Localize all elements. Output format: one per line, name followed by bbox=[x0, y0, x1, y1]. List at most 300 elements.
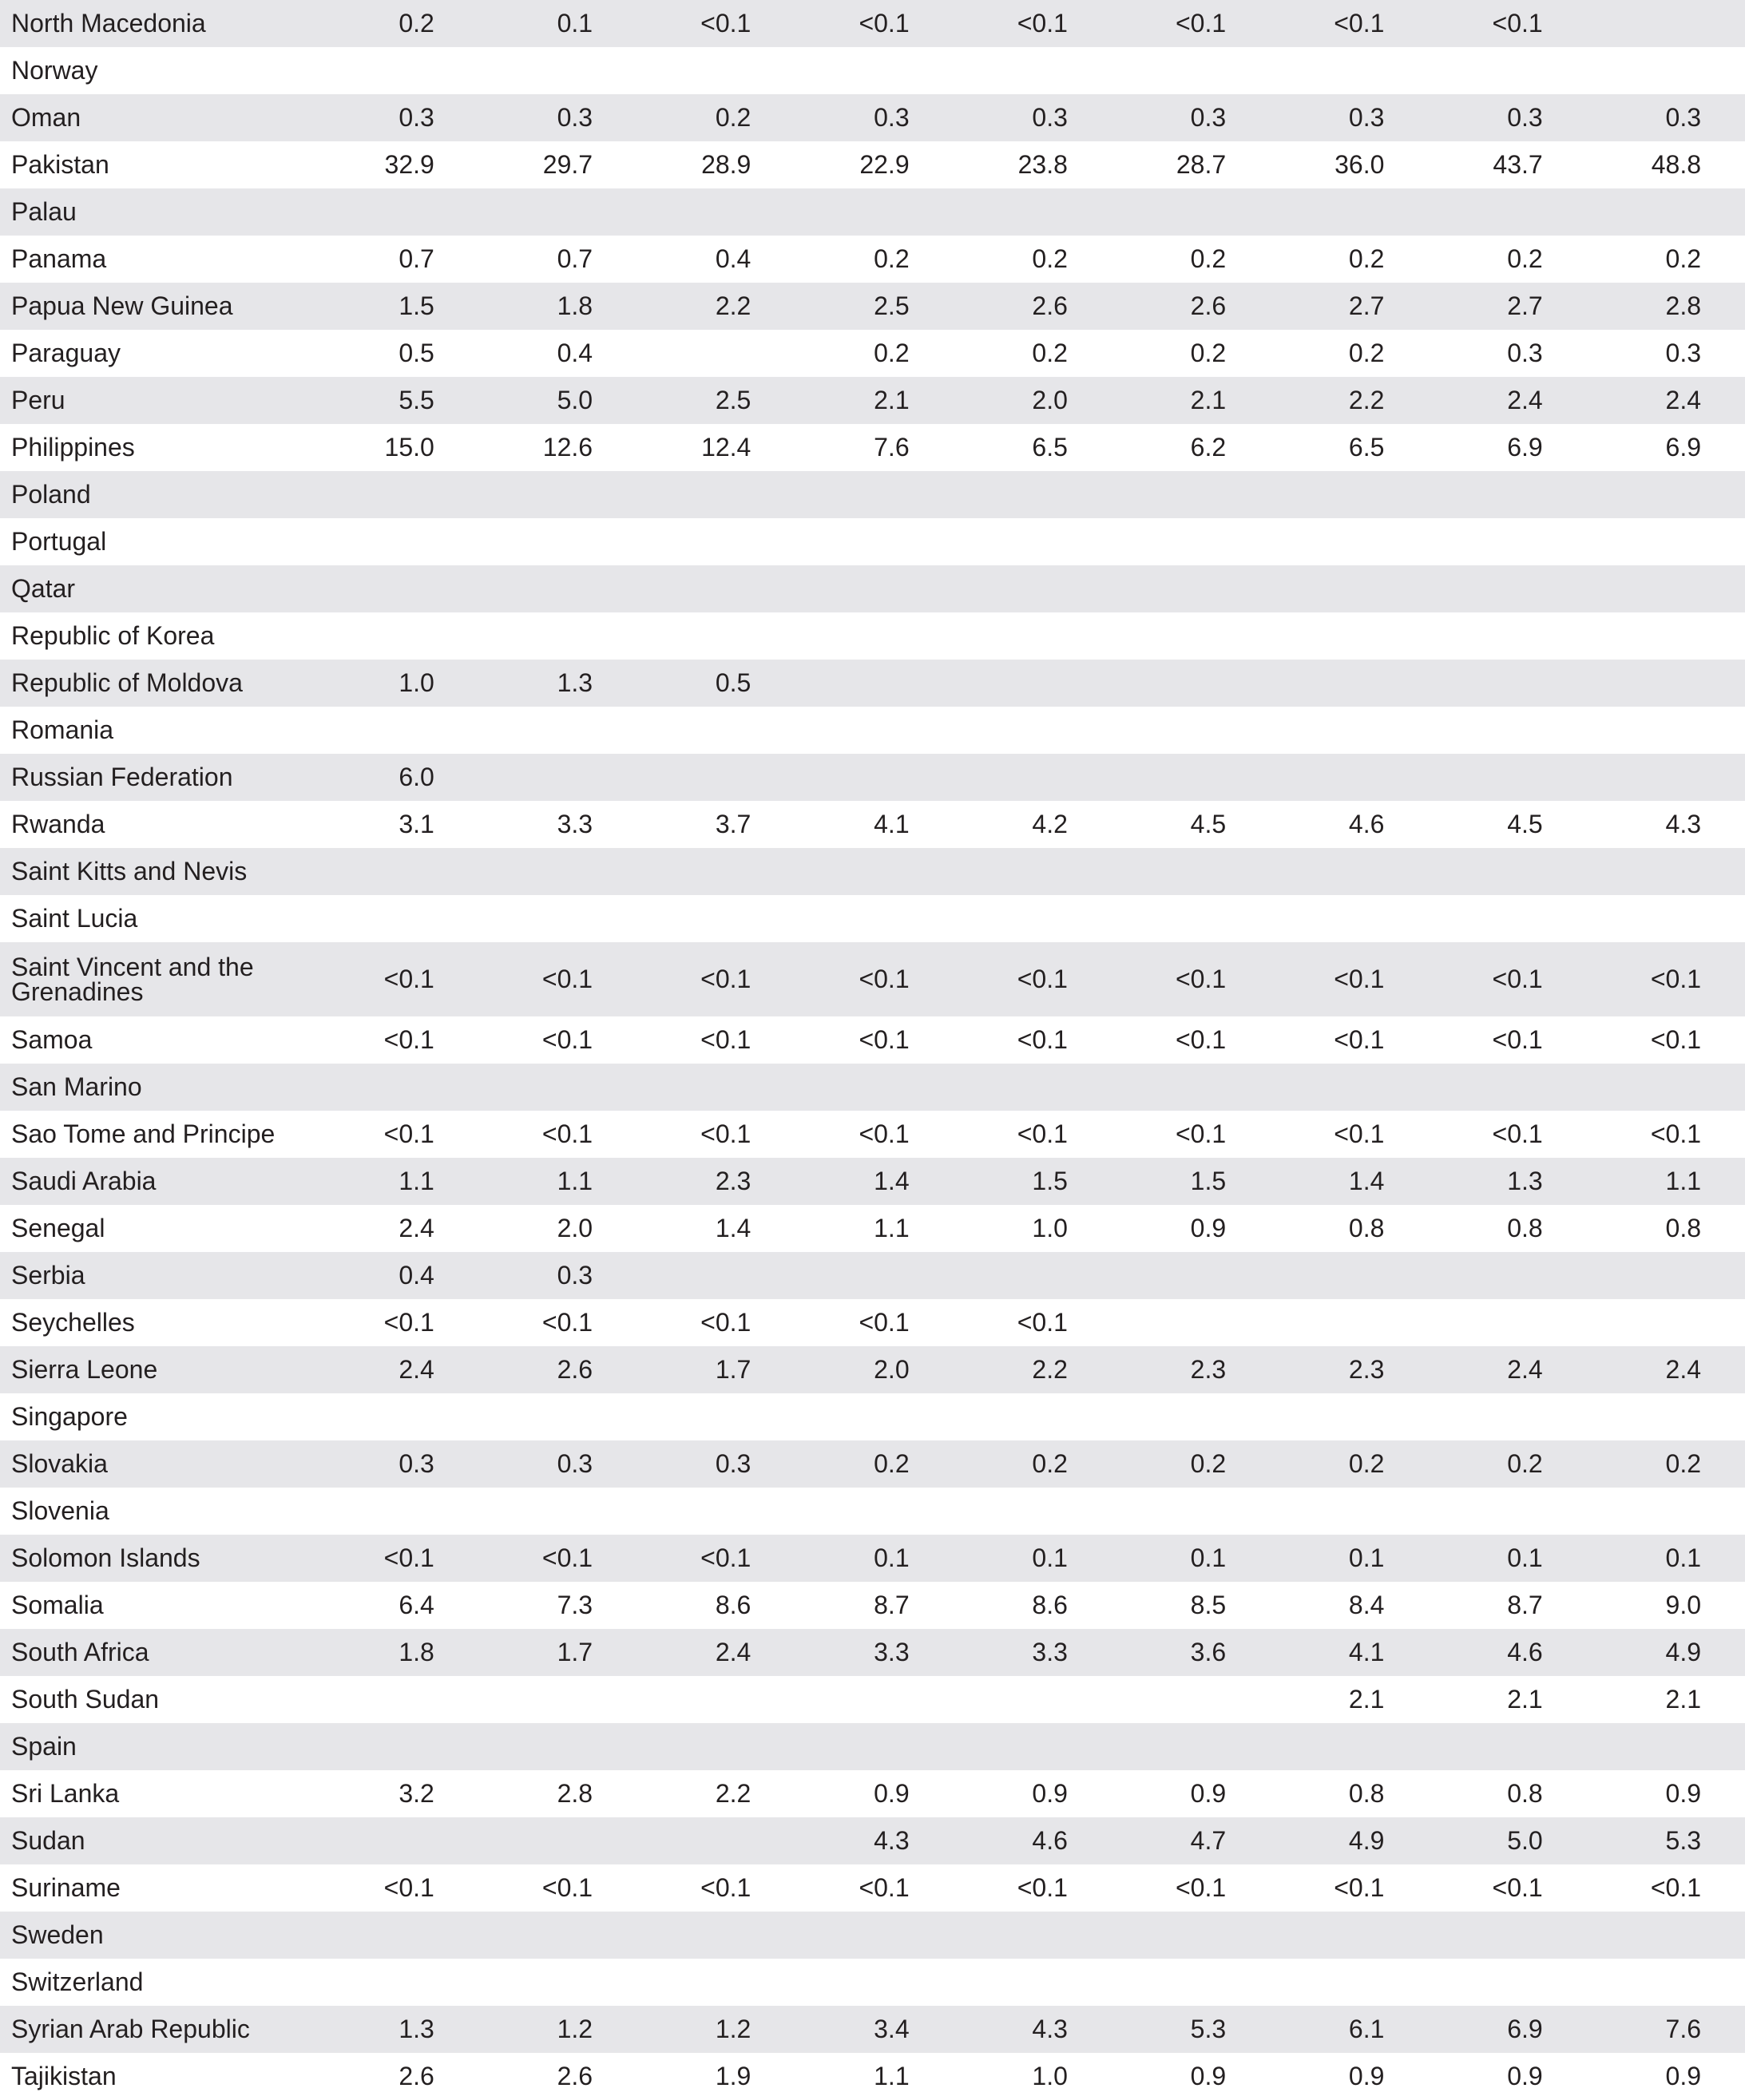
value-cell: 2.0 bbox=[1032, 386, 1068, 414]
table-row bbox=[0, 1629, 1745, 1676]
table-row bbox=[0, 1158, 1745, 1205]
value-cell: 4.9 bbox=[1665, 1638, 1701, 1666]
value-cell: 2.4 bbox=[1507, 386, 1543, 414]
value-cell: <0.1 bbox=[859, 965, 910, 993]
value-cell: 4.3 bbox=[1665, 810, 1701, 838]
value-cell: 1.3 bbox=[1507, 1167, 1543, 1195]
value-cell bbox=[1428, 188, 1586, 236]
value-cell: <0.1 bbox=[1650, 1119, 1701, 1148]
table-row bbox=[0, 848, 1745, 895]
value-cell: 6.0 bbox=[399, 763, 434, 791]
table-row bbox=[0, 801, 1745, 848]
value-cell: <0.1 bbox=[383, 965, 434, 993]
value-cell bbox=[795, 1912, 953, 1959]
value-cell: <0.1 bbox=[1175, 1873, 1227, 1902]
value-cell bbox=[1270, 1064, 1428, 1111]
country-name-cell: Switzerland bbox=[11, 1967, 144, 1996]
value-cell: 3.6 bbox=[1190, 1638, 1227, 1666]
value-cell: 0.2 bbox=[1348, 339, 1385, 367]
table-row bbox=[0, 0, 1745, 47]
value-cell: <0.1 bbox=[700, 1025, 752, 1054]
value-cell bbox=[1270, 895, 1428, 942]
value-cell: <0.1 bbox=[859, 9, 910, 38]
value-cell: 1.1 bbox=[557, 1167, 593, 1195]
value-cell: 1.8 bbox=[557, 291, 593, 320]
value-cell bbox=[1112, 1723, 1270, 1770]
value-cell bbox=[637, 895, 795, 942]
value-cell bbox=[320, 1912, 478, 1959]
country-name-cell: Saint Lucia bbox=[11, 904, 138, 933]
value-cell: 28.9 bbox=[701, 150, 752, 179]
value-cell bbox=[954, 660, 1112, 707]
value-cell: 4.6 bbox=[1348, 810, 1385, 838]
table-row bbox=[0, 188, 1745, 236]
value-cell: 0.1 bbox=[1190, 1543, 1227, 1572]
value-cell: 6.9 bbox=[1665, 433, 1701, 462]
table-row bbox=[0, 1817, 1745, 1864]
country-name-cell: Seychelles bbox=[11, 1308, 135, 1337]
value-cell: <0.1 bbox=[1175, 1025, 1227, 1054]
value-cell bbox=[954, 47, 1112, 94]
value-cell: 3.3 bbox=[1032, 1638, 1068, 1666]
value-cell: 2.2 bbox=[1348, 386, 1385, 414]
value-cell: 5.3 bbox=[1190, 2015, 1227, 2043]
value-cell bbox=[1428, 1488, 1586, 1535]
country-name-cell: Norway bbox=[11, 56, 98, 85]
value-cell bbox=[1112, 660, 1270, 707]
value-cell bbox=[954, 754, 1112, 801]
value-cell bbox=[320, 1064, 478, 1111]
value-cell bbox=[478, 1064, 637, 1111]
value-cell: 5.0 bbox=[557, 386, 593, 414]
value-cell bbox=[795, 612, 953, 660]
value-cell: 0.1 bbox=[1032, 1543, 1068, 1572]
value-cell: 0.9 bbox=[1190, 2062, 1227, 2090]
value-cell: <0.1 bbox=[1492, 965, 1543, 993]
table-row bbox=[0, 660, 1745, 707]
country-name-cell: Republic of Moldova bbox=[11, 668, 243, 697]
value-cell: <0.1 bbox=[1175, 9, 1227, 38]
value-cell: 0.3 bbox=[1507, 339, 1543, 367]
value-cell bbox=[637, 188, 795, 236]
value-cell bbox=[1428, 565, 1586, 612]
value-cell bbox=[320, 1817, 478, 1864]
value-cell: 5.5 bbox=[399, 386, 434, 414]
value-cell: 6.5 bbox=[1032, 433, 1068, 462]
country-name-cell: Philippines bbox=[11, 433, 135, 462]
value-cell bbox=[954, 1252, 1112, 1299]
value-cell bbox=[320, 1393, 478, 1440]
table-row bbox=[0, 1864, 1745, 1912]
value-cell: 2.6 bbox=[399, 2062, 434, 2090]
value-cell bbox=[795, 565, 953, 612]
value-cell: 3.2 bbox=[399, 1779, 434, 1808]
country-name-cell: Sao Tome and Principe bbox=[11, 1119, 276, 1148]
value-cell bbox=[478, 565, 637, 612]
value-cell bbox=[795, 1488, 953, 1535]
value-cell: 3.7 bbox=[715, 810, 752, 838]
value-cell bbox=[478, 1959, 637, 2006]
value-cell: 0.3 bbox=[1190, 103, 1227, 132]
value-cell bbox=[637, 47, 795, 94]
value-cell: <0.1 bbox=[1492, 1873, 1543, 1902]
value-cell bbox=[1428, 754, 1586, 801]
value-cell bbox=[1587, 754, 1745, 801]
value-cell: 1.4 bbox=[874, 1167, 910, 1195]
value-cell bbox=[1112, 518, 1270, 565]
value-cell bbox=[320, 1959, 478, 2006]
value-cell bbox=[1428, 471, 1586, 518]
value-cell: 0.9 bbox=[1665, 1779, 1701, 1808]
value-cell bbox=[1428, 47, 1586, 94]
country-name-cell: Solomon Islands bbox=[11, 1543, 200, 1572]
country-name-cell: Somalia bbox=[11, 1591, 104, 1619]
table-row bbox=[0, 1346, 1745, 1393]
value-cell: 0.3 bbox=[1032, 103, 1068, 132]
value-cell: 23.8 bbox=[1017, 150, 1068, 179]
value-cell: 48.8 bbox=[1651, 150, 1701, 179]
value-cell: <0.1 bbox=[1650, 1873, 1701, 1902]
value-cell: 2.2 bbox=[715, 291, 752, 320]
country-name-cell: San Marino bbox=[11, 1072, 142, 1101]
value-cell bbox=[320, 565, 478, 612]
value-cell: 0.9 bbox=[1507, 2062, 1543, 2090]
value-cell bbox=[954, 1723, 1112, 1770]
value-cell: 0.1 bbox=[1348, 1543, 1385, 1572]
value-cell: 2.7 bbox=[1348, 291, 1385, 320]
value-cell bbox=[637, 1959, 795, 2006]
table-row bbox=[0, 1016, 1745, 1064]
country-name-cell: Senegal bbox=[11, 1214, 105, 1242]
value-cell: 0.3 bbox=[557, 1449, 593, 1478]
value-cell: 8.6 bbox=[715, 1591, 752, 1619]
value-cell: 3.4 bbox=[874, 2015, 910, 2043]
value-cell: 0.3 bbox=[399, 1449, 434, 1478]
table-row bbox=[0, 707, 1745, 754]
value-cell: 2.3 bbox=[715, 1167, 752, 1195]
value-cell: <0.1 bbox=[1334, 1873, 1385, 1902]
value-cell: 2.6 bbox=[557, 1355, 593, 1384]
table-row bbox=[0, 1959, 1745, 2006]
value-cell: <0.1 bbox=[383, 1543, 434, 1572]
country-name-cell: South Sudan bbox=[11, 1685, 160, 1714]
value-cell: 4.7 bbox=[1190, 1826, 1227, 1855]
country-name-cell: Singapore bbox=[11, 1402, 128, 1431]
value-cell bbox=[1587, 707, 1745, 754]
value-cell: <0.1 bbox=[1017, 1119, 1068, 1148]
value-cell bbox=[1428, 1393, 1586, 1440]
country-name-cell: Sweden bbox=[11, 1920, 104, 1949]
value-cell: 0.2 bbox=[1348, 244, 1385, 273]
country-name-cell: Qatar bbox=[11, 574, 76, 603]
value-cell bbox=[795, 1393, 953, 1440]
value-cell bbox=[1428, 848, 1586, 895]
value-cell: 0.9 bbox=[1032, 1779, 1068, 1808]
value-cell bbox=[320, 471, 478, 518]
value-cell: 1.5 bbox=[1190, 1167, 1227, 1195]
table-row bbox=[0, 1488, 1745, 1535]
value-cell bbox=[1112, 47, 1270, 94]
value-cell: 0.2 bbox=[874, 339, 910, 367]
value-cell bbox=[1270, 188, 1428, 236]
value-cell: <0.1 bbox=[859, 1308, 910, 1337]
value-cell: <0.1 bbox=[1334, 9, 1385, 38]
value-cell bbox=[1587, 612, 1745, 660]
value-cell: <0.1 bbox=[541, 1873, 593, 1902]
value-cell: 2.1 bbox=[1190, 386, 1227, 414]
value-cell bbox=[320, 895, 478, 942]
value-cell: 2.3 bbox=[1348, 1355, 1385, 1384]
value-cell bbox=[320, 1723, 478, 1770]
value-cell: 0.4 bbox=[399, 1261, 434, 1290]
value-cell: 1.9 bbox=[715, 2062, 752, 2090]
value-cell: 8.7 bbox=[1507, 1591, 1543, 1619]
value-cell bbox=[1270, 1488, 1428, 1535]
value-cell bbox=[1587, 848, 1745, 895]
value-cell: 0.2 bbox=[715, 103, 752, 132]
table-row bbox=[0, 612, 1745, 660]
value-cell: 1.3 bbox=[557, 668, 593, 697]
value-cell: 0.2 bbox=[1032, 1449, 1068, 1478]
value-cell: 4.3 bbox=[1032, 2015, 1068, 2043]
value-cell: 2.4 bbox=[715, 1638, 752, 1666]
value-cell: <0.1 bbox=[1017, 1025, 1068, 1054]
value-cell bbox=[795, 754, 953, 801]
value-cell bbox=[954, 518, 1112, 565]
country-name-cell: Portugal bbox=[11, 527, 107, 556]
value-cell: <0.1 bbox=[1017, 9, 1068, 38]
value-cell: <0.1 bbox=[1017, 1873, 1068, 1902]
table-row bbox=[0, 2053, 1745, 2100]
country-name-cell: Rwanda bbox=[11, 810, 105, 838]
value-cell: 2.1 bbox=[1348, 1685, 1385, 1714]
value-cell: 1.1 bbox=[874, 2062, 910, 2090]
value-cell: <0.1 bbox=[700, 1873, 752, 1902]
value-cell bbox=[478, 1723, 637, 1770]
value-cell: <0.1 bbox=[383, 1025, 434, 1054]
value-cell: 1.7 bbox=[715, 1355, 752, 1384]
value-cell: 0.8 bbox=[1348, 1779, 1385, 1808]
value-cell bbox=[954, 895, 1112, 942]
value-cell bbox=[637, 707, 795, 754]
value-cell: 22.9 bbox=[859, 150, 910, 179]
country-name-cell: Syrian Arab Republic bbox=[11, 2015, 250, 2043]
table-row bbox=[0, 895, 1745, 942]
value-cell: <0.1 bbox=[700, 9, 752, 38]
value-cell: 2.5 bbox=[874, 291, 910, 320]
value-cell: 8.4 bbox=[1348, 1591, 1385, 1619]
table-row bbox=[0, 1393, 1745, 1440]
value-cell: 4.1 bbox=[1348, 1638, 1385, 1666]
value-cell bbox=[320, 848, 478, 895]
value-cell: 0.9 bbox=[874, 1779, 910, 1808]
value-cell bbox=[637, 1252, 795, 1299]
value-cell bbox=[795, 1252, 953, 1299]
value-cell bbox=[1587, 1252, 1745, 1299]
value-cell bbox=[954, 1393, 1112, 1440]
value-cell bbox=[1587, 518, 1745, 565]
table-row bbox=[0, 942, 1745, 1016]
table-row bbox=[0, 1064, 1745, 1111]
value-cell: 8.7 bbox=[874, 1591, 910, 1619]
value-cell bbox=[478, 518, 637, 565]
value-cell: 0.7 bbox=[557, 244, 593, 273]
value-cell: 2.6 bbox=[557, 2062, 593, 2090]
value-cell bbox=[1270, 1252, 1428, 1299]
value-cell bbox=[1270, 1723, 1428, 1770]
value-cell bbox=[1428, 1299, 1586, 1346]
value-cell: 0.5 bbox=[715, 668, 752, 697]
value-cell bbox=[1270, 754, 1428, 801]
value-cell bbox=[1270, 707, 1428, 754]
value-cell: <0.1 bbox=[541, 1308, 593, 1337]
value-cell bbox=[1112, 1064, 1270, 1111]
value-cell bbox=[1587, 1064, 1745, 1111]
value-cell: 0.9 bbox=[1665, 2062, 1701, 2090]
value-cell bbox=[1587, 188, 1745, 236]
value-cell: 0.2 bbox=[1665, 244, 1701, 273]
value-cell bbox=[795, 848, 953, 895]
country-name-cell: Sri Lanka bbox=[11, 1779, 120, 1808]
country-name-cell: Papua New Guinea bbox=[11, 291, 233, 320]
table-row bbox=[0, 47, 1745, 94]
table-row bbox=[0, 1440, 1745, 1488]
country-name-cell: Republic of Korea bbox=[11, 621, 215, 650]
value-cell: 0.8 bbox=[1507, 1214, 1543, 1242]
table-row bbox=[0, 1205, 1745, 1252]
value-cell: 2.0 bbox=[557, 1214, 593, 1242]
value-cell bbox=[478, 707, 637, 754]
country-name-cell: Saint Kitts and Nevis bbox=[11, 857, 248, 886]
table-row bbox=[0, 236, 1745, 283]
value-cell: 28.7 bbox=[1176, 150, 1227, 179]
value-cell bbox=[1587, 1723, 1745, 1770]
value-cell: 0.3 bbox=[399, 103, 434, 132]
table-row bbox=[0, 141, 1745, 188]
value-cell bbox=[1587, 471, 1745, 518]
value-cell bbox=[795, 1064, 953, 1111]
value-cell bbox=[1112, 1912, 1270, 1959]
value-cell bbox=[637, 565, 795, 612]
value-cell: 0.2 bbox=[1665, 1449, 1701, 1478]
value-cell: 2.4 bbox=[399, 1355, 434, 1384]
value-cell bbox=[637, 471, 795, 518]
value-cell: 0.4 bbox=[715, 244, 752, 273]
value-cell: <0.1 bbox=[1175, 965, 1227, 993]
value-cell: 0.2 bbox=[1348, 1449, 1385, 1478]
value-cell: <0.1 bbox=[1492, 1119, 1543, 1148]
value-cell bbox=[954, 707, 1112, 754]
value-cell: 0.3 bbox=[1507, 103, 1543, 132]
value-cell bbox=[320, 1676, 478, 1723]
value-cell: 0.2 bbox=[399, 9, 434, 38]
value-cell: <0.1 bbox=[1175, 1119, 1227, 1148]
value-cell: 0.3 bbox=[874, 103, 910, 132]
value-cell: 1.7 bbox=[557, 1638, 593, 1666]
value-cell bbox=[320, 1488, 478, 1535]
value-cell: 4.3 bbox=[874, 1826, 910, 1855]
value-cell bbox=[1270, 1959, 1428, 2006]
value-cell bbox=[478, 1393, 637, 1440]
value-cell bbox=[1112, 565, 1270, 612]
value-cell bbox=[1112, 895, 1270, 942]
value-cell bbox=[1270, 660, 1428, 707]
table-row bbox=[0, 1770, 1745, 1817]
value-cell: 2.1 bbox=[1507, 1685, 1543, 1714]
value-cell: 43.7 bbox=[1493, 150, 1543, 179]
value-cell bbox=[1587, 1299, 1745, 1346]
value-cell bbox=[795, 1676, 953, 1723]
value-cell: 5.0 bbox=[1507, 1826, 1543, 1855]
value-cell: 2.4 bbox=[1665, 386, 1701, 414]
value-cell bbox=[637, 1676, 795, 1723]
table-row bbox=[0, 471, 1745, 518]
value-cell bbox=[954, 1676, 1112, 1723]
value-cell: 0.2 bbox=[1190, 1449, 1227, 1478]
value-cell: 32.9 bbox=[384, 150, 434, 179]
value-cell: 2.1 bbox=[1665, 1685, 1701, 1714]
value-cell bbox=[954, 1959, 1112, 2006]
value-cell bbox=[637, 1723, 795, 1770]
value-cell: 2.5 bbox=[715, 386, 752, 414]
value-cell: 0.3 bbox=[557, 103, 593, 132]
value-cell: 4.6 bbox=[1032, 1826, 1068, 1855]
value-cell: 6.9 bbox=[1507, 2015, 1543, 2043]
value-cell: 0.1 bbox=[874, 1543, 910, 1572]
value-cell bbox=[795, 518, 953, 565]
table-row bbox=[0, 330, 1745, 377]
table-row bbox=[0, 1676, 1745, 1723]
country-name-cell: Romania bbox=[11, 715, 114, 744]
value-cell bbox=[1428, 1959, 1586, 2006]
value-cell bbox=[320, 612, 478, 660]
value-cell bbox=[1428, 1723, 1586, 1770]
value-cell bbox=[478, 188, 637, 236]
value-cell: 0.3 bbox=[1665, 339, 1701, 367]
value-cell: 0.2 bbox=[874, 1449, 910, 1478]
value-cell bbox=[795, 188, 953, 236]
value-cell: 1.8 bbox=[399, 1638, 434, 1666]
value-cell bbox=[478, 471, 637, 518]
value-cell: 0.2 bbox=[1032, 339, 1068, 367]
value-cell bbox=[1428, 707, 1586, 754]
value-cell bbox=[1112, 612, 1270, 660]
value-cell: 0.2 bbox=[1190, 244, 1227, 273]
country-name-cell: Tajikistan bbox=[11, 2062, 117, 2090]
value-cell: 0.1 bbox=[1507, 1543, 1543, 1572]
value-cell: 0.2 bbox=[1507, 1449, 1543, 1478]
value-cell: <0.1 bbox=[541, 1119, 593, 1148]
table-row bbox=[0, 1535, 1745, 1582]
country-name-cell: South Africa bbox=[11, 1638, 149, 1666]
value-cell: 1.0 bbox=[399, 668, 434, 697]
value-cell bbox=[637, 754, 795, 801]
value-cell bbox=[1428, 1252, 1586, 1299]
value-cell bbox=[1112, 707, 1270, 754]
value-cell: 1.4 bbox=[715, 1214, 752, 1242]
value-cell bbox=[478, 895, 637, 942]
table-row bbox=[0, 94, 1745, 141]
value-cell: 0.1 bbox=[557, 9, 593, 38]
value-cell: 2.7 bbox=[1507, 291, 1543, 320]
value-cell bbox=[1270, 612, 1428, 660]
value-cell: 0.8 bbox=[1348, 1214, 1385, 1242]
country-name-cell: Slovenia bbox=[11, 1496, 109, 1525]
value-cell: <0.1 bbox=[541, 965, 593, 993]
value-cell: 0.2 bbox=[1190, 339, 1227, 367]
value-cell: <0.1 bbox=[1492, 9, 1543, 38]
value-cell bbox=[954, 1912, 1112, 1959]
